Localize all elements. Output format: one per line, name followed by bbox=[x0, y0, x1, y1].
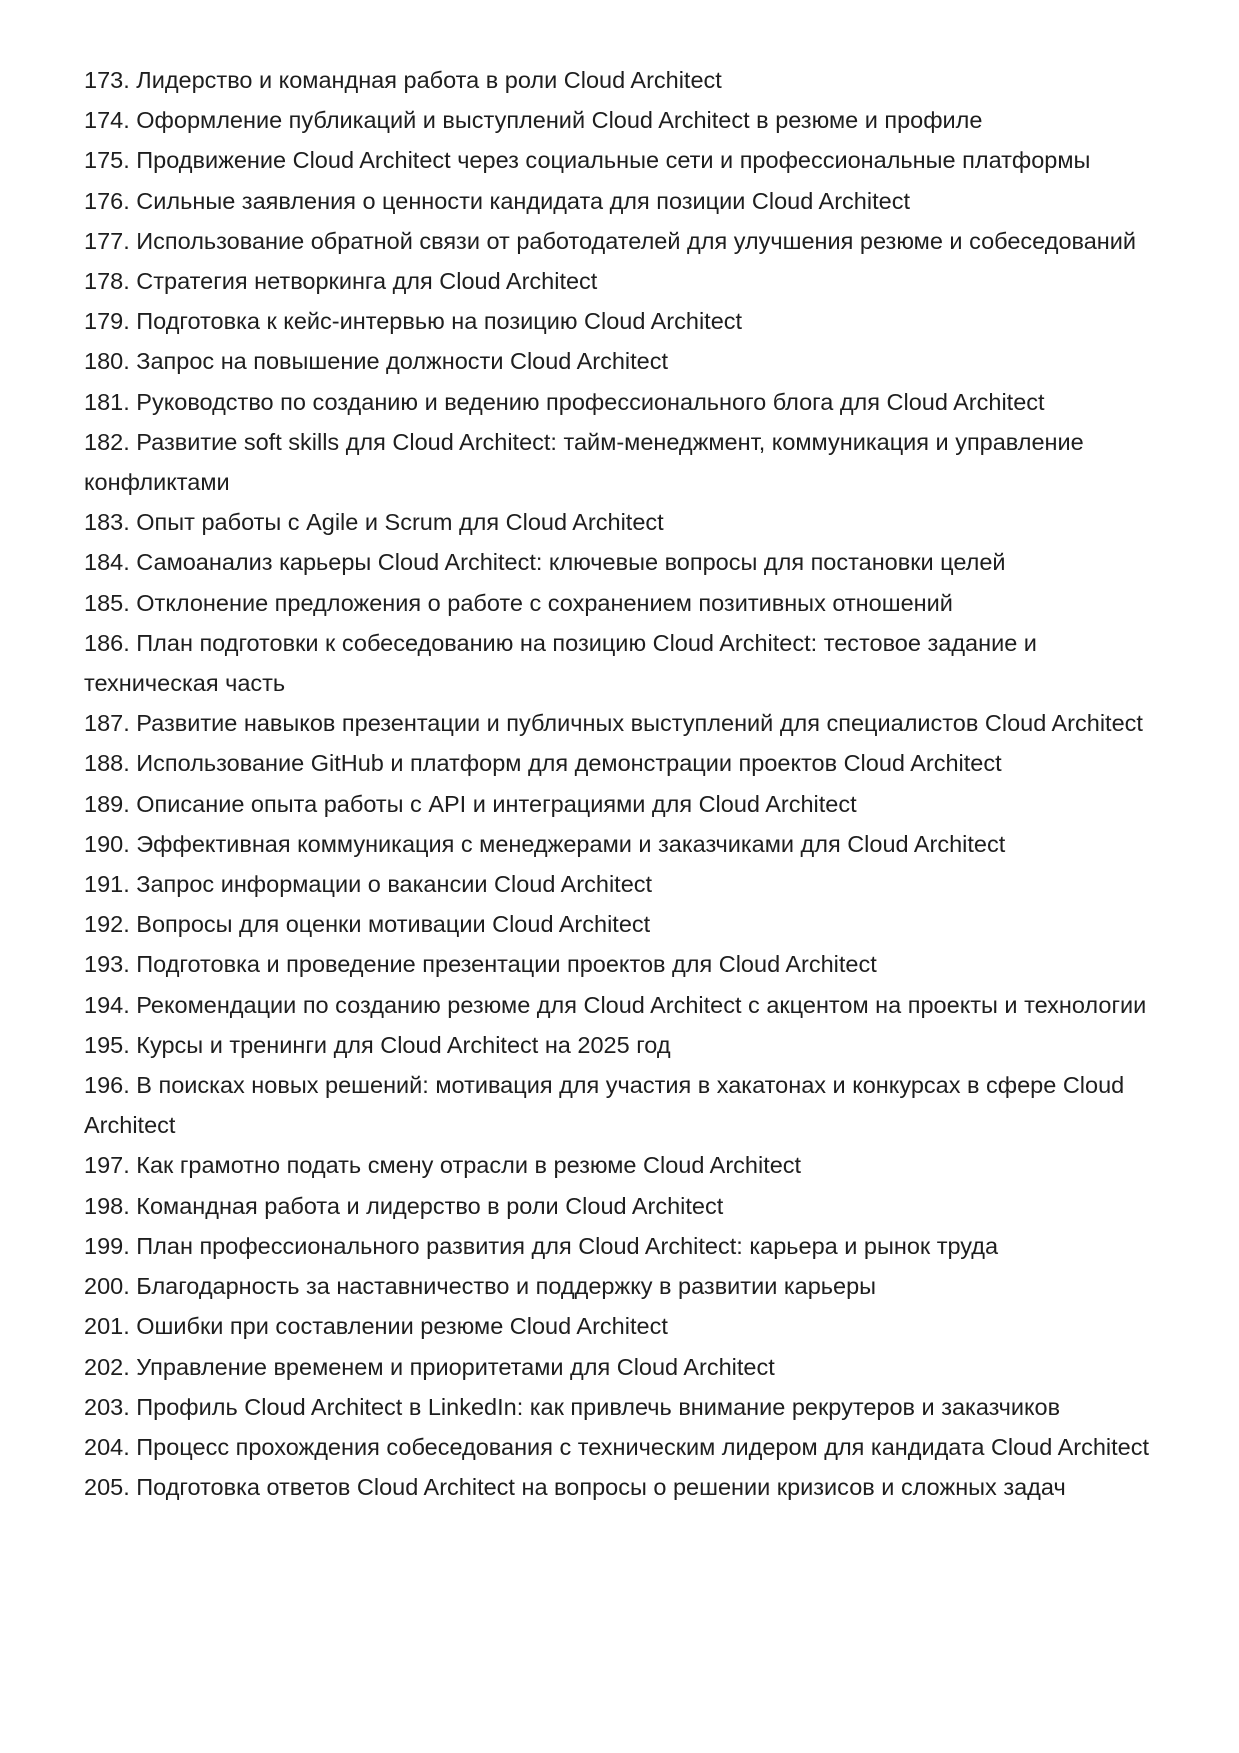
list-item bbox=[84, 985, 1164, 1025]
list-item bbox=[84, 60, 1164, 100]
item-number: 176. bbox=[84, 187, 130, 214]
item-text: Запрос информации о вакансии Cloud Architect bbox=[136, 871, 653, 898]
list-item bbox=[84, 944, 1164, 984]
list-item bbox=[84, 784, 1164, 824]
list-item bbox=[84, 583, 1164, 623]
item-text: Вопросы для оценки мотивации Cloud Architect bbox=[136, 911, 651, 938]
list-item bbox=[84, 1065, 1164, 1145]
list-item bbox=[84, 1347, 1164, 1387]
item-text: Ошибки при составлении резюме Cloud Architect bbox=[136, 1313, 668, 1340]
item-text: Процесс прохождения собеседования с техническим лидером для кандидата Cloud Architect bbox=[136, 1433, 1150, 1460]
item-number: 187. bbox=[84, 710, 130, 737]
item-text: Самоанализ карьеры Cloud Architect: ключевые вопросы для постановки целей bbox=[136, 549, 1006, 576]
item-number: 195. bbox=[84, 1031, 130, 1058]
list-item bbox=[84, 382, 1164, 422]
list-item bbox=[84, 422, 1164, 502]
item-text: План подготовки к собеседованию на позицию Cloud Architect: тестовое задание и техническая часть bbox=[84, 629, 1037, 697]
item-number: 203. bbox=[84, 1393, 130, 1420]
list-item bbox=[84, 181, 1164, 221]
topic-list bbox=[84, 60, 1164, 1507]
item-text: Профиль Cloud Architect в LinkedIn: как привлечь внимание рекрутеров и заказчиков bbox=[136, 1393, 1061, 1420]
item-number: 179. bbox=[84, 308, 130, 335]
list-item bbox=[84, 1306, 1164, 1346]
item-text: План профессионального развития для Cloud Architect: карьера и рынок труда bbox=[136, 1232, 999, 1259]
list-item bbox=[84, 1427, 1164, 1467]
item-number: 189. bbox=[84, 790, 130, 817]
document-page bbox=[84, 60, 1164, 1507]
item-text: Рекомендации по созданию резюме для Cloud Architect с акцентом на проекты и технологии bbox=[136, 991, 1147, 1018]
item-text: Запрос на повышение должности Cloud Architect bbox=[136, 348, 669, 375]
list-item bbox=[84, 703, 1164, 743]
item-number: 200. bbox=[84, 1273, 130, 1300]
list-item bbox=[84, 341, 1164, 381]
item-number: 185. bbox=[84, 589, 130, 616]
item-text: Использование GitHub и платформ для демонстрации проектов Cloud Architect bbox=[136, 750, 1002, 777]
item-number: 192. bbox=[84, 911, 130, 938]
item-number: 178. bbox=[84, 268, 130, 295]
list-item bbox=[84, 1226, 1164, 1266]
item-text: Эффективная коммуникация с менеджерами и заказчиками для Cloud Architect bbox=[136, 830, 1006, 857]
item-text: Описание опыта работы с API и интеграциями для Cloud Architect bbox=[136, 790, 857, 817]
list-item bbox=[84, 1186, 1164, 1226]
item-text: В поисках новых решений: мотивация для участия в хакатонах и конкурсах в сфере Cloud Architect bbox=[84, 1072, 1125, 1139]
list-item bbox=[84, 100, 1164, 140]
item-number: 196. bbox=[84, 1072, 130, 1099]
item-number: 173. bbox=[84, 67, 130, 93]
list-item bbox=[84, 1145, 1164, 1185]
item-number: 186. bbox=[84, 629, 130, 656]
list-item bbox=[84, 1387, 1164, 1427]
item-text: Как грамотно подать смену отрасли в резюме Cloud Architect bbox=[136, 1152, 802, 1179]
item-number: 174. bbox=[84, 107, 130, 134]
item-text: Опыт работы с Agile и Scrum для Cloud Architect bbox=[136, 509, 664, 536]
item-number: 188. bbox=[84, 750, 130, 777]
item-text: Отклонение предложения о работе с сохранением позитивных отношений bbox=[136, 589, 953, 616]
item-number: 183. bbox=[84, 509, 130, 536]
list-item bbox=[84, 864, 1164, 904]
item-text: Сильные заявления о ценности кандидата для позиции Cloud Architect bbox=[136, 187, 910, 214]
item-number: 194. bbox=[84, 991, 130, 1018]
list-item bbox=[84, 221, 1164, 261]
item-text: Управление временем и приоритетами для Cloud Architect bbox=[136, 1353, 775, 1380]
list-item bbox=[84, 1025, 1164, 1065]
list-item bbox=[84, 1467, 1164, 1507]
list-item bbox=[84, 824, 1164, 864]
item-number: 204. bbox=[84, 1433, 130, 1460]
item-text: Развитие навыков презентации и публичных выступлений для специалистов Cloud Architect bbox=[136, 710, 1143, 737]
item-text: Развитие soft skills для Cloud Architect: тайм-менеджмент, коммуникация и управление конфликтами bbox=[84, 428, 1084, 496]
item-text: Командная работа и лидерство в роли Cloud Architect bbox=[136, 1192, 724, 1219]
list-item bbox=[84, 1266, 1164, 1306]
item-text: Курсы и тренинги для Cloud Architect на 2025 год bbox=[136, 1031, 671, 1058]
item-number: 182. bbox=[84, 428, 130, 455]
item-number: 175. bbox=[84, 147, 130, 174]
item-number: 193. bbox=[84, 951, 130, 978]
item-number: 205. bbox=[84, 1474, 130, 1501]
item-number: 180. bbox=[84, 348, 130, 375]
list-item bbox=[84, 140, 1164, 180]
item-number: 177. bbox=[84, 227, 130, 254]
item-number: 201. bbox=[84, 1313, 130, 1340]
list-item bbox=[84, 743, 1164, 783]
list-item bbox=[84, 261, 1164, 301]
list-item bbox=[84, 542, 1164, 582]
item-text: Оформление публикаций и выступлений Cloud Architect в резюме и профиле bbox=[136, 107, 983, 134]
list-item bbox=[84, 904, 1164, 944]
item-text: Благодарность за наставничество и поддержку в развитии карьеры bbox=[136, 1273, 877, 1300]
list-item bbox=[84, 623, 1164, 703]
item-number: 199. bbox=[84, 1232, 130, 1259]
item-text: Подготовка к кейс-интервью на позицию Cloud Architect bbox=[136, 308, 743, 335]
item-number: 190. bbox=[84, 830, 130, 857]
item-text: Лидерство и командная работа в роли Cloud Architect bbox=[136, 67, 722, 93]
item-text: Стратегия нетворкинга для Cloud Architect bbox=[136, 268, 598, 295]
item-number: 181. bbox=[84, 388, 130, 415]
item-number: 197. bbox=[84, 1152, 130, 1179]
item-text: Руководство по созданию и ведению профессионального блога для Cloud Architect bbox=[136, 388, 1045, 415]
item-number: 202. bbox=[84, 1353, 130, 1380]
list-item bbox=[84, 301, 1164, 341]
item-number: 198. bbox=[84, 1192, 130, 1219]
list-item bbox=[84, 502, 1164, 542]
item-number: 184. bbox=[84, 549, 130, 576]
item-text: Продвижение Cloud Architect через социальные сети и профессиональные платформы bbox=[136, 147, 1091, 174]
item-text: Подготовка и проведение презентации проектов для Cloud Architect bbox=[136, 951, 877, 978]
item-text: Использование обратной связи от работодателей для улучшения резюме и собеседований bbox=[136, 227, 1137, 254]
item-text: Подготовка ответов Cloud Architect на вопросы о решении кризисов и сложных задач bbox=[136, 1474, 1066, 1501]
item-number: 191. bbox=[84, 871, 130, 898]
